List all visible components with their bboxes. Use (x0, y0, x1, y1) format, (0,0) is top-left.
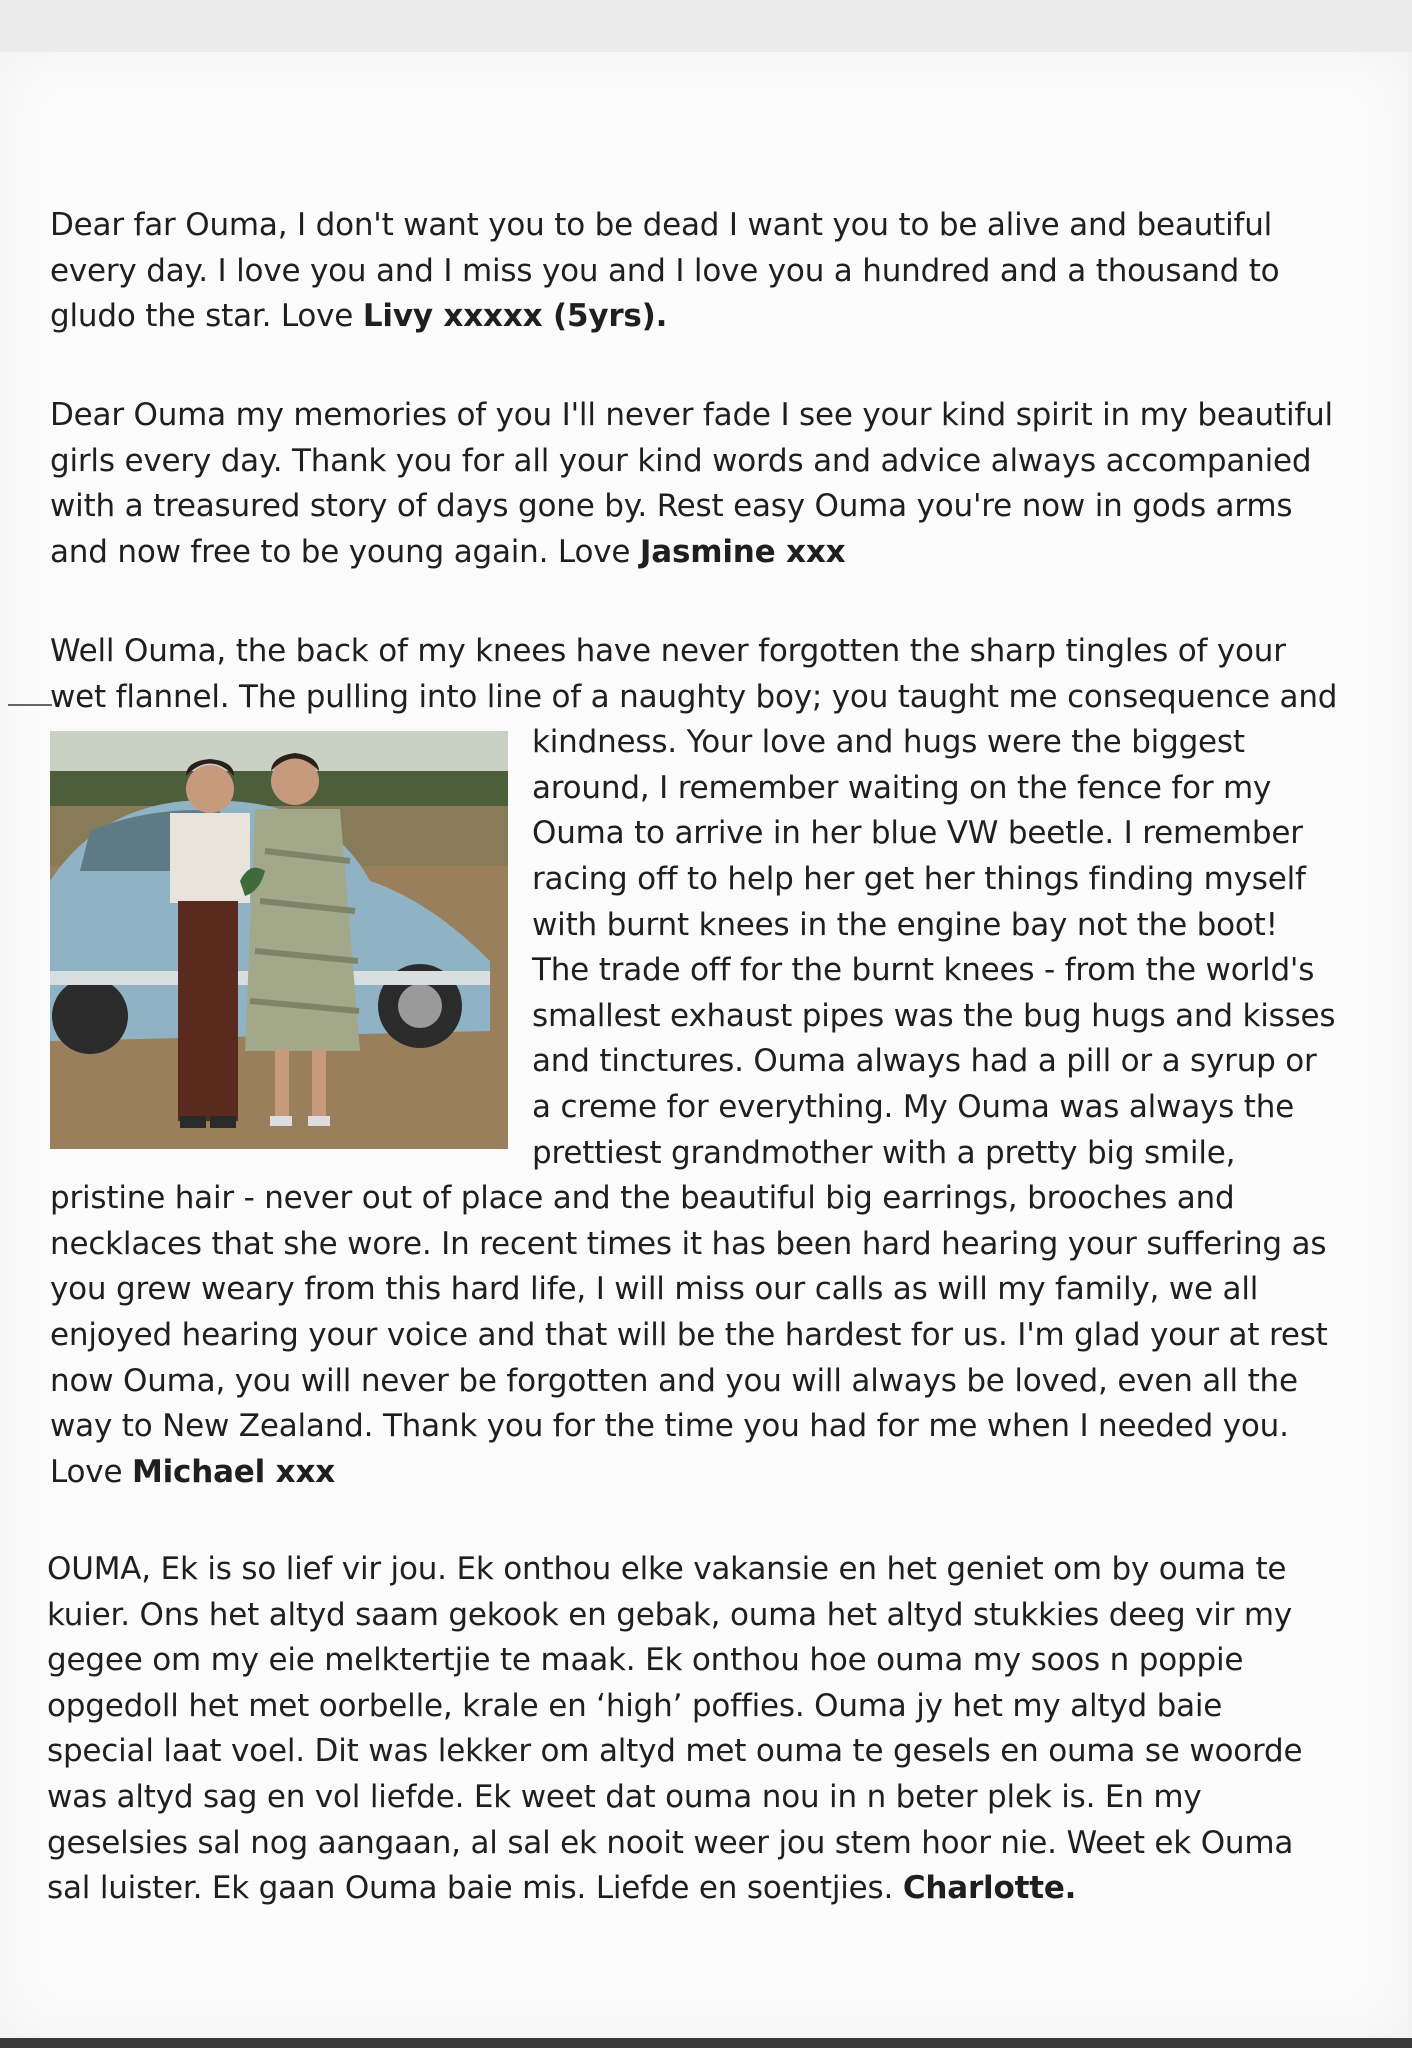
family-photo (50, 731, 508, 1149)
letter-body-intro: Well Ouma, the back of my knees have never forgotten the sharp tingles of your wet flannel. The pulling into line of a naughty boy; you taught me (50, 633, 1286, 715)
letter-charlotte (47, 1547, 1337, 1912)
letter-michael (50, 629, 1340, 1495)
letter-body: consequence and kindness. Your love and hugs were the biggest around, I remember waiting on the fence for my Ouma to arrive in her blue VW beetle. I remember racing off to help her get her things finding myself with burnt knees in the engine bay not the boot! The trade off for the burnt knees - from the world's smallest exhaust pipes was the bug hugs and kisses and tinctures. Ouma always had a pill or a syrup or a creme for everything. My Ouma was always the prettiest grandmother with a pretty big smile, pristine hair - never out of place and the beautiful big earrings, brooches and necklaces that she wore. In recent times it has been hard hearing your suffering as you grew weary from this hard life, I will miss our calls as will my family, we all enjoyed hearing your voice and that will be the hardest for us. I'm glad your at rest now Ouma, you will never be forgotten and you will always be loved, even all the way to New Zealand. Thank you for the time you had for me when I needed you. Love (50, 678, 1338, 1490)
letter-signature: Jasmine xxx (639, 533, 846, 570)
letter-signature: Charlotte. (902, 1870, 1077, 1907)
scan-top-edge (0, 0, 1412, 52)
letter-signature: Michael xxx (131, 1453, 336, 1490)
letter-jasmine (50, 393, 1340, 575)
pen-mark (8, 704, 52, 706)
letter-signature: Livy xxxxx (5yrs). (362, 298, 668, 335)
memorial-letters-page (0, 52, 1408, 2038)
photo-image (50, 731, 508, 1149)
scan-bottom-edge (0, 2038, 1412, 2048)
letter-body: OUMA, Ek is so lief vir jou. Ek onthou elke vakansie en het geniet om by ouma te kuier. Ons het altyd saam gekook en gebak, ouma het altyd stukkies deeg vir my gegee om my eie melktertjie te maak. Ek onthou hoe ouma my soos n poppie opgedoll het met oorbelle, krale en ‘high’ poffies. Ouma jy het my altyd baie special laat voel. Dit was lekker om altyd met ouma te gesels en ouma se woorde was altyd sag en vol liefde. Ek weet dat ouma nou in n beter plek is. En my geselsies sal nog aangaan, al sal ek nooit weer jou stem hoor nie. Weet ek Ouma sal luister. Ek gaan Ouma baie mis. Liefde en soentjies. (47, 1551, 1303, 1907)
letter-body: Dear far Ouma, I don't want you to be dead I want you to be alive and beautiful every day. I love you and I miss you and I love you a hundred and a thousand to gludo the star. Love (50, 207, 1280, 335)
letter-livy (50, 203, 1340, 340)
letter-body: Dear Ouma my memories of you I'll never fade I see your kind spirit in my beautiful girls every day. Thank you for all your kind words and advice always accompanied with a treasured story of days gone by. Rest easy Ouma you're now in gods arms and now free to be young again. Love (50, 397, 1333, 570)
